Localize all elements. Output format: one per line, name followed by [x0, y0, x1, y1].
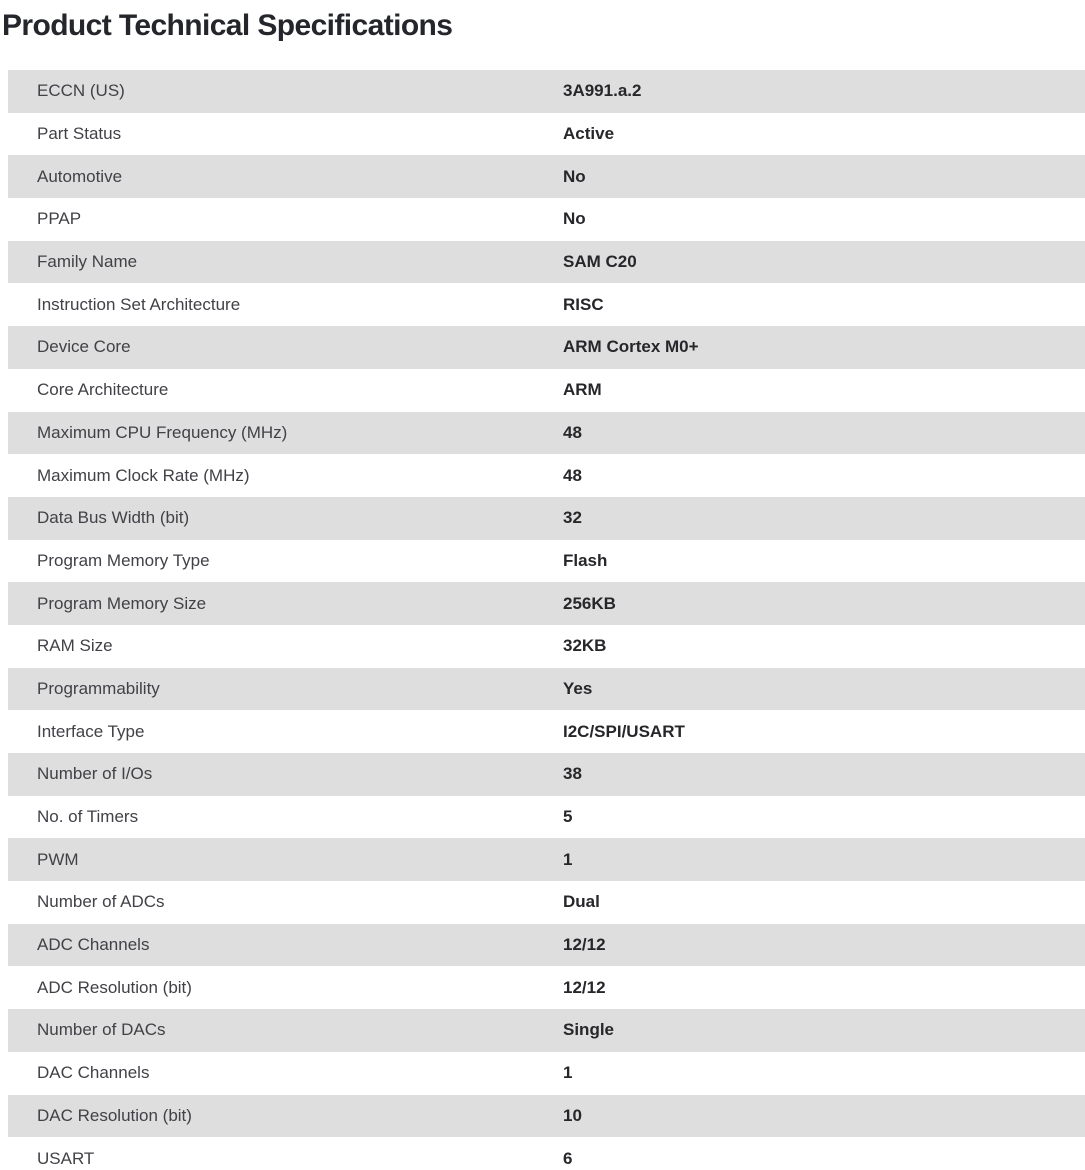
table-row	[8, 70, 1085, 113]
spec-value: 32	[563, 508, 582, 528]
spec-value: 38	[563, 764, 582, 784]
spec-label: Number of DACs	[37, 1020, 166, 1040]
table-row	[8, 283, 1085, 326]
table-row	[8, 326, 1085, 369]
table-row	[8, 966, 1085, 1009]
spec-label: Number of I/Os	[37, 764, 153, 784]
spec-label: ADC Resolution (bit)	[37, 977, 192, 997]
spec-value: Active	[563, 124, 615, 144]
spec-label: Core Architecture	[37, 380, 169, 400]
spec-value: 32KB	[563, 636, 607, 656]
table-row	[8, 113, 1085, 156]
spec-label: USART	[37, 1148, 95, 1168]
table-row	[8, 1137, 1085, 1170]
spec-value: 12/12	[563, 935, 606, 955]
table-row	[8, 1052, 1085, 1095]
table-row	[8, 241, 1085, 284]
spec-value: Dual	[563, 892, 600, 912]
spec-label: Device Core	[37, 337, 131, 357]
spec-value: No	[563, 166, 586, 186]
spec-label: Maximum CPU Frequency (MHz)	[37, 422, 288, 442]
table-row	[8, 881, 1085, 924]
spec-label: Automotive	[37, 166, 123, 186]
table-row	[8, 1095, 1085, 1138]
table-row	[8, 668, 1085, 711]
spec-value: 48	[563, 422, 582, 442]
table-row	[8, 412, 1085, 455]
spec-value: Single	[563, 1020, 615, 1040]
spec-value: 6	[563, 1148, 573, 1168]
spec-value: 5	[563, 807, 573, 827]
table-row	[8, 540, 1085, 583]
spec-label: Program Memory Type	[37, 550, 210, 570]
table-row	[8, 1009, 1085, 1052]
table-row	[8, 454, 1085, 497]
spec-value: RISC	[563, 294, 604, 314]
table-row	[8, 198, 1085, 241]
spec-label: Family Name	[37, 252, 138, 272]
spec-value: ARM Cortex M0+	[563, 337, 699, 357]
table-row	[8, 625, 1085, 668]
spec-value: I2C/SPI/USART	[563, 721, 685, 741]
table-row	[8, 796, 1085, 839]
table-row	[8, 369, 1085, 412]
spec-label: ADC Channels	[37, 935, 150, 955]
table-row	[8, 924, 1085, 967]
spec-label: Number of ADCs	[37, 892, 165, 912]
spec-label: Program Memory Size	[37, 593, 207, 613]
spec-value: 10	[563, 1105, 582, 1125]
spec-label: ECCN (US)	[37, 81, 125, 101]
spec-value: 1	[563, 849, 573, 869]
table-row	[8, 582, 1085, 625]
spec-label: PPAP	[37, 209, 82, 229]
spec-value: 256KB	[563, 593, 616, 613]
table-row	[8, 155, 1085, 198]
spec-value: 12/12	[563, 977, 606, 997]
spec-value: No	[563, 209, 586, 229]
spec-label: PWM	[37, 849, 79, 869]
spec-label: Maximum Clock Rate (MHz)	[37, 465, 250, 485]
spec-value: SAM C20	[563, 252, 637, 272]
spec-value: 48	[563, 465, 582, 485]
spec-label: DAC Channels	[37, 1063, 150, 1083]
spec-value: Flash	[563, 550, 608, 570]
spec-label: Part Status	[37, 124, 122, 144]
spec-label: Data Bus Width (bit)	[37, 508, 190, 528]
spec-value: Yes	[563, 678, 593, 698]
spec-label: Instruction Set Architecture	[37, 294, 241, 314]
spec-label: No. of Timers	[37, 807, 139, 827]
table-row	[8, 710, 1085, 753]
page-title: Product Technical Specifications	[2, 9, 453, 42]
spec-value: 1	[563, 1063, 573, 1083]
table-row	[8, 838, 1085, 881]
spec-label: RAM Size	[37, 636, 113, 656]
spec-value: ARM	[563, 380, 602, 400]
spec-table	[0, 70, 1085, 1170]
table-row	[8, 497, 1085, 540]
table-row	[8, 753, 1085, 796]
spec-value: 3A991.a.2	[563, 81, 642, 101]
spec-label: Interface Type	[37, 721, 145, 741]
spec-label: Programmability	[37, 678, 160, 698]
spec-label: DAC Resolution (bit)	[37, 1105, 192, 1125]
